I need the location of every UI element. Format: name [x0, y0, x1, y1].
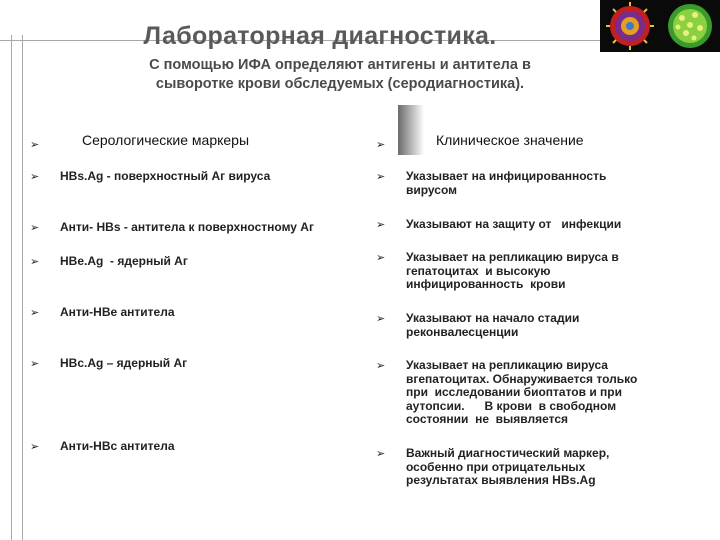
marker-anti-hbe: Анти-HBe антитела — [60, 305, 175, 319]
slide-title: Лабораторная диагностика. — [143, 22, 497, 50]
meaning-line: гепатоцитах и высокую — [406, 263, 551, 278]
meaning-line: Указывает на инфицированность — [406, 169, 607, 183]
arrow-bullet-icon: ➢ — [30, 358, 40, 370]
arrow-bullet-icon: ➢ — [30, 139, 40, 151]
meaning-line: Указывают на начало стадии — [406, 311, 580, 325]
meaning-line: Указывает на репликацию вируса — [406, 358, 608, 372]
meaning-line: Указывают на защиту от инфекции — [406, 217, 622, 231]
frame-line-left-1 — [11, 35, 12, 540]
meaning-line: инфицированность крови — [406, 277, 566, 291]
meaning-line: Важный диагностический маркер, — [406, 446, 610, 460]
marker-hbeag: HBe.Ag - ядерный Аг — [60, 254, 188, 268]
arrow-bullet-icon: ➢ — [30, 222, 40, 234]
marker-anti-hbc: Анти-HBc антитела — [60, 439, 175, 453]
meaning-line: состоянии не выявляется — [406, 412, 569, 426]
header-serological-markers: Серологические маркеры — [82, 132, 250, 148]
marker-hbcag: HBc.Ag – ядерный Аг — [60, 356, 188, 370]
slide-subtitle — [60, 56, 620, 94]
meaning-line: реконвалесценции — [406, 324, 519, 339]
header-clinical-significance: Клиническое значение — [436, 132, 584, 148]
arrow-bullet-icon: ➢ — [376, 360, 386, 372]
subtitle-line-1: С помощью ИФА определяют антигены и антитела в — [149, 57, 531, 73]
meaning-line: при исследовании биоптатов и при — [406, 385, 623, 399]
virus-illustration-icon — [600, 0, 720, 52]
meaning-anti-hbc — [406, 447, 706, 488]
arrow-bullet-icon: ➢ — [30, 441, 40, 453]
arrow-bullet-icon: ➢ — [376, 219, 386, 231]
marker-hbsag: HBs.Ag - поверхностный Аг вируса — [60, 169, 271, 183]
arrow-bullet-icon: ➢ — [376, 448, 386, 460]
meaning-line: результатах выявления HBs.Ag — [406, 473, 596, 487]
meaning-anti-hbs — [406, 218, 706, 232]
marker-anti-hbs: Анти- HBs - антитела к поверхностному Аг — [60, 220, 314, 234]
frame-line-left-2 — [22, 35, 23, 540]
arrow-bullet-icon: ➢ — [376, 171, 386, 183]
arrow-bullet-icon: ➢ — [376, 139, 386, 151]
meaning-hbeag — [406, 251, 706, 292]
subtitle-line-2: сыворотке крови обследуемых (серодиагностика). — [155, 76, 525, 92]
arrow-bullet-icon: ➢ — [376, 252, 386, 264]
arrow-bullet-icon: ➢ — [30, 307, 40, 319]
meaning-line: вгепатоцитах. Обнаруживается только — [406, 371, 638, 386]
header-gradient-band — [398, 105, 424, 155]
meaning-hbsag — [406, 170, 706, 197]
meaning-anti-hbe — [406, 312, 706, 339]
meaning-line: особенно при отрицательных — [406, 459, 586, 474]
meaning-line: аутопсии. В крови в свободном — [406, 398, 617, 413]
arrow-bullet-icon: ➢ — [30, 256, 40, 268]
arrow-bullet-icon: ➢ — [30, 171, 40, 183]
meaning-hbcag — [406, 359, 706, 427]
meaning-line: вирусом — [406, 182, 458, 197]
meaning-line: Указывает на репликацию вируса в — [406, 250, 619, 264]
arrow-bullet-icon: ➢ — [376, 313, 386, 325]
